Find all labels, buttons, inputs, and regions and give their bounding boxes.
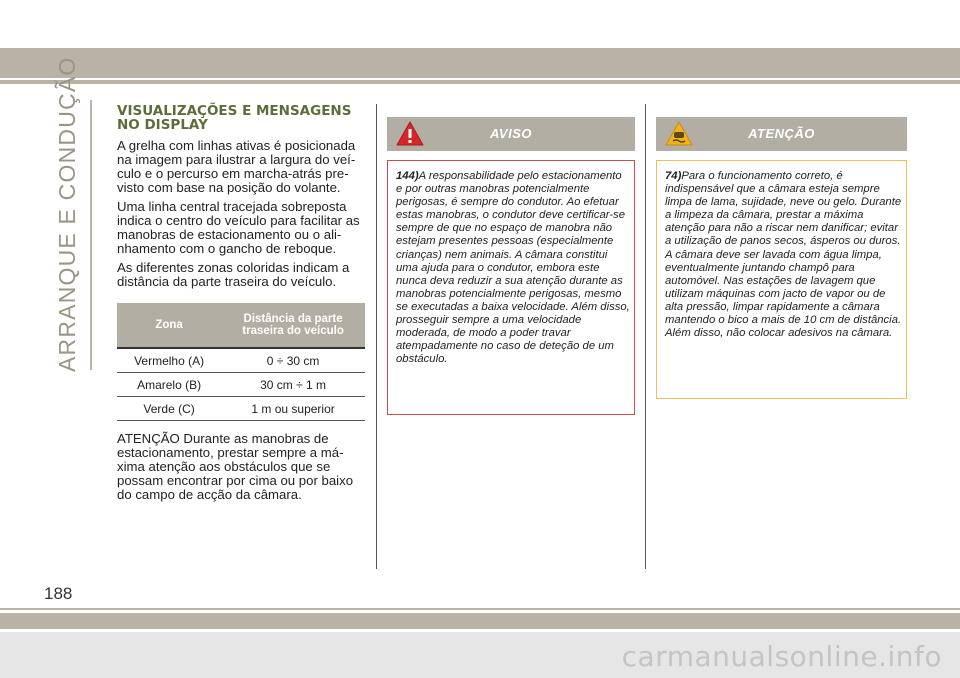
atencao-title: ATENÇÃO [748, 126, 815, 141]
left-column [117, 104, 365, 515]
aviso-title: AVISO [490, 126, 532, 141]
aviso-paragraph [396, 170, 631, 366]
atencao-header [656, 117, 907, 151]
header-band [0, 48, 960, 78]
paragraph-colored-zones: As diferentes zonas coloridas indicam a distância da parte traseira do veículo. [117, 260, 350, 289]
footer-band [0, 613, 960, 629]
table-row [117, 397, 365, 421]
aviso-text: A responsabilidade pelo estacionamento e por outras manobras potencialmente perigosas, é sempre do condutor. Ao efetuar estas manobras, o condutor deve certificar-se sempre de que no espaço de manobra não estejam presentes pessoas (especialmente crianças) nem animais. A câmara constitui uma ajuda para o condutor, embora este nunca deva reduzir a sua atenção durante as manobras potencialmente perigosas, mesmo se executadas a baixa velocidade. Além disso, prosseguir sempre a uma velocidade moderada, de modo a poder travar atempadamente no caso de deteção de um obstáculo. [396, 170, 630, 366]
paragraph-center-line: Uma linha central tracejada sobreposta indica o centro do veículo para facilitar as manobras de estacionamento ou o ali-nhamento com o gancho de reboque. [117, 199, 360, 256]
section-side-bar [90, 100, 92, 370]
zones-table-header [117, 303, 365, 348]
section-heading: VISUALIZAÇÕES E MENSAGENS NO DISPLAY [117, 103, 352, 133]
camera-attention-note: ATENÇÃO Durante as manobras de estacionamento, prestar sempre a má-xima atenção aos obstáculos que se possam encontrar por cima ou por baixo do campo de acção da câmara. [117, 431, 354, 502]
zone-cell: Verde (C) [117, 397, 221, 421]
paragraph-grid-lines: A grelha com linhas ativas é posicionada na imagem para ilustrar a largura do veí-culo e o percurso em marcha-atrás pre-visto com base na posição do volante. [117, 138, 356, 195]
header-zone: Zona [117, 303, 221, 348]
header-distance: Distância da parte traseira do veículo [221, 303, 365, 348]
distance-cell: 0 ÷ 30 cm [221, 348, 365, 373]
column-divider [645, 104, 646, 569]
zone-cell: Amarelo (B) [117, 373, 221, 397]
atencao-box [656, 160, 907, 399]
column-divider [376, 104, 377, 569]
table-row [117, 373, 365, 397]
atencao-paragraph [665, 170, 903, 340]
zone-cell: Vermelho (A) [117, 348, 221, 373]
watermark-text: carmanualsonline.info [621, 640, 942, 673]
aviso-box [387, 160, 635, 415]
section-side-title: ARRANQUE E CONDUÇÃO [54, 56, 80, 372]
aviso-header [387, 117, 635, 151]
zones-table [117, 303, 365, 421]
footer-rule [0, 608, 960, 610]
watermark-bar [0, 632, 960, 678]
page-number: 188 [44, 584, 73, 603]
atencao-text: Para o funcionamento correto, é indispensável que a câmara esteja sempre limpa de lama, sujidade, neve ou gelo. Durante a limpeza da câmara, prestar a máxima atenção para não a riscar nem danificar; evitar a utilização de panos secos, ásperos ou duros. A câmara deve ser lavada com água limpa, eventualmente juntando champô para automóvel. Nas estações de lavagem que utilizam máquinas com jacto de vapor ou de alta pressão, limpar rapidamente a câmara mantendo o bico a mais de 10 cm de distância. Além disso, não colocar adesivos na câmara. [665, 170, 902, 340]
distance-cell: 1 m ou superior [221, 397, 365, 421]
distance-cell: 30 cm ÷ 1 m [221, 373, 365, 397]
table-row [117, 348, 365, 373]
aviso-number: 144) [396, 170, 419, 182]
atencao-number: 74) [665, 170, 682, 182]
header-rule [0, 80, 960, 84]
